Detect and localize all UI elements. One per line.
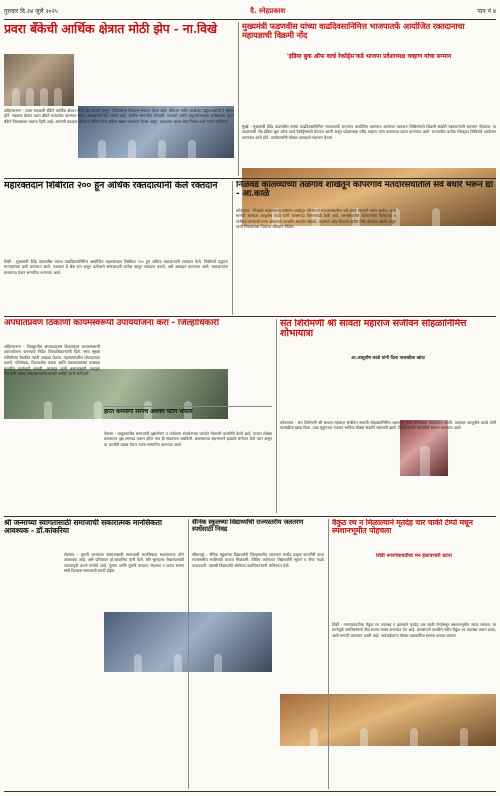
issue-date: गुरुवार दि.२४ जुलै २०२५ <box>4 8 58 15</box>
article-6-headline-block <box>280 319 496 353</box>
article-6-byline: आ.आशुतोष काळे यांनी दिला पालखीला खांदा <box>351 356 425 361</box>
article-6-headline: संत शिरोमणी श्री सावता महाराज संजीवन सोहळानिमित्त शोभायात्रा <box>280 319 467 339</box>
article-5-body: अहिल्यानगर - जिल्ह्यातील अपघातप्रवण ठिकाणांवर कायमस्वरूपी उपाययोजना करण्याचे निर्देश जिल्हाधिकाऱ्यांनी दिले. रस्ता सुरक्षा समितीच्या बैठकीत त्यांनी आढावा घेतला. महामार्गावरील धोकादायक वळणे, गतिरोधक, दिशादर्शक फलक आणि प्रकाशव्यवस्था याबाबत तातडीने कार्यवाही करावी. अपघात कमी करण्यासाठी वाहतूक नियमांची कडक अंमलबजावणी करावी असेही त्यांनी सांगितले. <box>4 344 100 377</box>
article-1-body: अहिल्यानगर - प्रवरा सहकारी बँकेने आर्थिक क्षेत्रात मोठी झेप घेतली असून, ठेवीदारांचा विश्वास संपादन केला आहे. बँकेच्या नवीन शाखेच्या उद्घाटनप्रसंगी ते बोलत होते. सहकार क्षेत्रात प्रवरा बँकेने पारदर्शक कारभार करून सभासदांचे हित जपले आहे. ग्रामीण भागातील शेतकरी, व्यापारी आणि लघुउद्योजकांना अर्थसहाय्य देऊन बँकेने विकासाला चालना दिली आहे. आगामी काळात डिजिटल बँकिंग सेवा अधिक सक्षम करण्यात येणार असून, ग्राहकांना जलद सेवा मिळेल असे त्यांनी सांगितले. <box>4 108 234 124</box>
article-2-subheadline: 'इंडिया बुक ऑफ वर्ल्ड रेकॉर्ड्स'कडे भाजपा प्रदेशाध्यक्ष चव्हाण यांचा सन्मान <box>286 53 452 60</box>
article-1-headline: प्रवरा बँकेची आर्थिक क्षेत्रात मोठी झेप - ना.विखे <box>4 22 217 36</box>
article-7-headline: हरित कर्मयोगी सरपंच अशक्य पटांगे भोसले <box>104 409 193 415</box>
article-4-headline-block <box>236 181 496 205</box>
section-rule-3 <box>4 516 496 517</box>
article-8-headline: श्री जन्माच्या स्वागतासाठी समाजाची सकारात्मक मानसिकता आवश्यक - डॉ.कांकरिया <box>4 519 162 535</box>
article-3-body: शिर्डी - मुख्यमंत्री देवेंद्र फडणवीस यांच्या वाढदिवसानिमित्त आयोजित महारक्तदान शिबीरात २०० हून अधिक रक्तदात्यांनी रक्तदान केले. शिबीराचे उद्घाटन मान्यवरांच्या हस्ते करण्यात आले. रक्तदान हे श्रेष्ठ दान असून प्रत्येकाने समाजाप्रती कर्तव्य म्हणून रक्तदान करावे, असे आवाहन करण्यात आले. रक्तदात्यांना प्रमाणपत्र देऊन सन्मानित करण्यात आले. <box>4 259 228 275</box>
masthead: दै. स्नेहप्रकाश <box>250 6 286 15</box>
header-rule <box>4 19 496 20</box>
article-2-body: मुंबई - मुख्यमंत्री देवेंद्र फडणवीस यांच्या वाढदिवसानिमित्त भाजपातर्फे राज्यभर आयोजित करण्यात आलेल्या रक्तदान शिबिरांमध्ये विक्रमी संख्येने रक्तदात्यांनी सहभाग नोंदवला. या उपक्रमाची नोंद इंडिया बुक ऑफ वर्ल्ड रेकॉर्ड्समध्ये घेण्यात आली असून प्रदेशाध्यक्ष रवींद्र चव्हाण यांना प्रमाणपत्र प्रदान करण्यात आले. राज्यातील प्रत्येक जिल्ह्यात शिबिरांचे आयोजन करण्यात आले होते. कार्यकर्त्यांनी मोठ्या उत्साहाने सहभाग घेतला. <box>242 124 496 140</box>
article-divider <box>104 406 272 407</box>
article-2-headline-block <box>242 22 496 50</box>
article-7-body: नेवासा - तालुक्यातील सरपंचांनी वृक्षारोपण व पर्यावरण संवर्धनाच्या कार्यात मोलाची कामगिरी केली आहे. गावात मोठ्या प्रमाणावर वृक्ष लागवड करून हरित गाव ही संकल्पना राबविली. ग्रामस्थांच्या सहभागाने झाडांचे संगोपन केले जात असून या कार्याची दखल घेऊन त्यांना सन्मानित करण्यात आले. <box>104 431 272 447</box>
page-number: पान नं ४ <box>477 8 496 15</box>
article-10-subheadline: शिर्डी नगरपंचायतीचा मन हेलावणारी घटना <box>376 553 452 559</box>
column-divider <box>238 22 239 176</box>
column-divider-2 <box>232 181 233 315</box>
article-3-headline-block <box>4 181 228 205</box>
article-9-headline: सैनिक स्कूलच्या विद्यार्थ्यांची राज्यस्तरीय जलतरण स्पर्धेसाठी निवड <box>192 519 304 533</box>
article-8-body: शेवगाव - मुलगी जन्माच्या स्वागतासाठी समाजाची मानसिकता सकारात्मक होणे आवश्यक आहे, असे प्रतिपादन डॉ.कांकरिया यांनी केले. स्त्री भ्रूणहत्या रोखण्यासाठी जनजागृती करणे गरजेचे आहे. मुलगा आणि मुलगी यांच्यात भेदभाव न करता समान संधी दिल्यास समाजाची प्रगती होईल. <box>64 552 184 574</box>
article-5-headline: अपघातप्रवण ठिकाणी कायमस्वरूपी उपाययोजना करा - जिल्हाधिकारी <box>4 319 219 328</box>
article-9-body: श्रीरामपूर - सैनिक स्कूलच्या विद्यार्थ्यांनी जिल्हास्तरीय जलतरण स्पर्धेत उत्कृष्ट कामगिरी करत राज्यस्तरीय स्पर्धेसाठी पात्रता मिळवली. विविध वयोगटात विद्यार्थ्यांनी सुवर्ण व रौप्य पदके पटकावली. यशस्वी विद्यार्थ्यांचे संस्थेच्या पदाधिकाऱ्यांनी अभिनंदन केले. <box>192 552 324 568</box>
article-4-body: कोपरगाव - निळवंडे कालव्याच्या तळेगाव शाखेतून कोपरगाव मतदारसंघातील सर्व बंधारे पाण्याने भरून द्यावेत, अशी मागणी आमदार आशुतोष काळे यांनी जलसंपदा विभागाकडे केली आहे. लाभक्षेत्रातील शेतकऱ्यांना पिण्याच्या व शेतीच्या पाण्याची गरज असल्याने तातडीने आवर्तन सोडावे. पावसाने ओढ दिल्याने खरीप पिके धोक्यात आली असून पाणी मिळाल्यास पिकांना जीवदान मिळेल. <box>236 208 396 230</box>
column-divider-5 <box>328 519 329 789</box>
column-divider-3 <box>276 319 277 513</box>
article-5-headline-block <box>4 319 272 341</box>
article-10-body: शिर्डी - नगरपंचायतीचा वैकुंठ रथ उपलब्ध न झाल्याने मृतदेह चार चाकी टेम्पोमधून स्मशानभूमीत न्यावा लागला. या घटनेमुळे नागरिकांमध्ये तीव्र संताप व्यक्त करण्यात येत आहे. प्रशासनाने तातडीने नवीन वैकुंठ रथ उपलब्ध करून द्यावा, अशी मागणी करण्यात आली आहे. नातेवाईकांना मोठ्या अडचणींचा सामना करावा लागला. <box>332 622 496 638</box>
article-8-headline-block <box>4 519 184 549</box>
article-6-body: कोपरगाव - संत शिरोमणी श्री सावता महाराज संजीवन समाधी सोहळ्यानिमित्त शहरातून भव्य शोभायात्रा काढण्यात आली. आमदार आशुतोष काळे यांनी पालखीला खांदा दिला. टाळ मृदुंगाच्या गजरात भाविक मोठ्या संख्येने सहभागी झाले. ठिकठिकाणी पालखीचे स्वागत करण्यात आले. <box>280 420 496 431</box>
section-rule-1 <box>4 178 496 179</box>
page-header <box>4 4 496 18</box>
article-10-headline: वैकुंठ रथ न मिळाल्याने मृतदेह चार चाकी टेम्पो मधून स्मशानभूमीत पोहचला <box>332 519 473 536</box>
article-4-headline: निळवंडे कालव्याच्या तळेगाव शाखेतून कोपरगाव मतदारसंघातील सर्व बंधारे भरून द्या - आ.काळे <box>236 181 493 200</box>
article-7-headline-block <box>104 409 272 429</box>
article-1-photo <box>4 54 74 106</box>
article-1-headline-block <box>4 22 234 52</box>
article-9-headline-block <box>192 519 324 549</box>
article-3-headline: महारक्तदान शिबीरात २०० हून अधिक रक्तदात्यांनी केले रक्तदान <box>4 181 218 191</box>
column-divider-4 <box>188 519 189 789</box>
section-rule-2 <box>4 316 496 317</box>
footer-rule <box>4 791 496 792</box>
article-10-headline-block <box>332 519 496 551</box>
article-2-headline: मुख्यमंत्री फडणवीस यांच्या वाढदिवसानिमित्त भाजपातर्फे आयोजित रक्तदानाचा महायज्ञाची विक्रमी नोंद <box>242 22 465 40</box>
